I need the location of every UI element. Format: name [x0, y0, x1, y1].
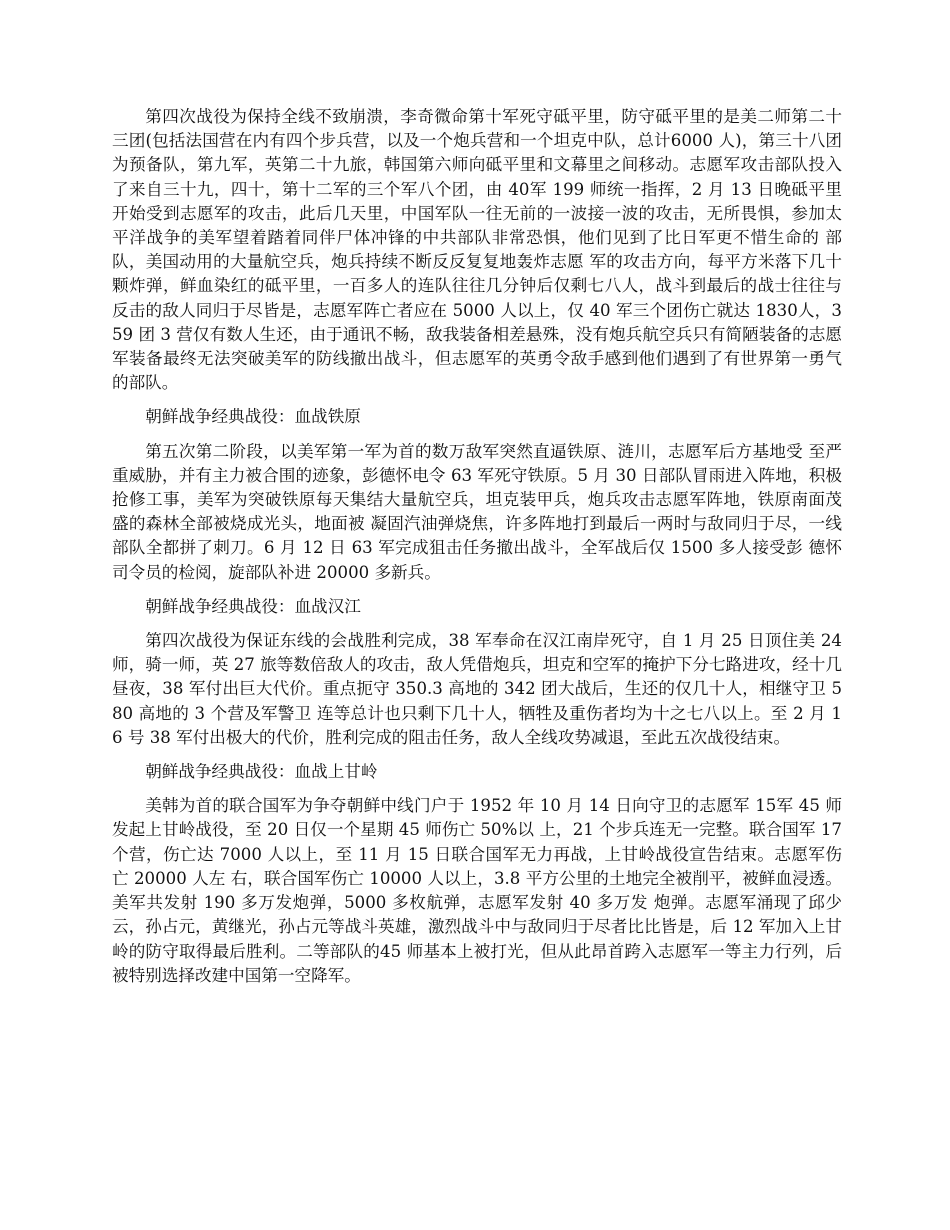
paragraph-gap — [112, 430, 842, 440]
paragraph-shangganling: 美韩为首的联合国军为争夺朝鲜中线门户于 1952 年 10 月 14 日向守卫的志愿军 15军 45 师发起上甘岭战役，至 20 日仅一个星期 45 师伤亡 50%以 上，21 个步兵连无一完整。联合国军 17 个营，伤亡达 7000 人以上，至 11 月 15 日联合国军无力再战，上甘岭战役宣告结束。志愿军伤亡 20000 人左 右，联合国军伤亡 10000 人以上，3.8 平方公里的土地完全被削平，被鲜血浸透。美军共发射 190 多万发炮弹，5000 多枚航弹，志愿军发射 40 多万发 炮弹。志愿军涌现了邱少云，孙占元，黄继光，孙占元等战斗英雄，激烈战斗中与敌同归于尽者比比皆是，后 12 军加入上甘岭的防守取得最后胜利。二等部队的45 师基本上被打光，但从此昂首跨入志愿军一等主力行列，后被特别选择改建中国第一空降军。 — [112, 796, 842, 985]
paragraph-gap — [112, 395, 842, 405]
paragraph-gap — [112, 784, 842, 794]
document-page — [112, 105, 842, 988]
paragraph-hanjiang: 第四次战役为保证东线的会战胜利完成，38 军奉命在汉江南岸死守，自 1 月 25 日顶住美 24 师，骑一师，英 27 旅等数倍敌人的攻击，敌人凭借炮兵，坦克和空军的掩护下分七路进攻，经十几昼夜，38 军付出巨大代价。重点扼守 350.3 高地的 342 团大战后，生还的仅几十人，相继守卫 580 高地的 3 个营及军警卫 连等总计也只剩下几十人，牺牲及重伤者均为十之七八以上。至 2 月 16 号 38 军付出极大的代价，胜利完成的阻击任务，敌人全线攻势减退，至此五次战役结束。 — [112, 631, 842, 747]
heading-shangganling: 朝鲜战争经典战役：血战上甘岭 — [145, 762, 378, 782]
paragraph-gap — [112, 619, 842, 629]
paragraph-gap — [112, 750, 842, 760]
paragraph-dipingli: 第四次战役为保持全线不致崩溃，李奇微命第十军死守砥平里，防守砥平里的是美二师第二十三团(包括法国营在内有四个步兵营，以及一个炮兵营和一个坦克中队，总计6000 人)，第三十八团为预备队，第九军，英第二十九旅，韩国第六师向砥平里和文幕里之间移动。志愿军攻击部队投入了来自三十九，四十，第十二军的三个军八个团，由 40军 199 师统一指挥，2 月 13 日晚砥平里开始受到志愿军的攻击，此后几天里，中国军队一往无前的一波接一波的攻击，无所畏惧，参加太平洋战争的美军望着踏着同伴尸体冲锋的中共部队非常恐惧，他们见到了比日军更不惜生命的 部队，美国动用的大量航空兵，炮兵持续不断反反复复地轰炸志愿 军的攻击方向，每平方米落下几十颗炸弹，鲜血染红的砥平里，一百多人的连队往往几分钟后仅剩七八人，战斗到最后的战士往往与反击的敌人同归于尽皆是，志愿军阵亡者应在 5000 人以上，仅 40 军三个团伤亡就达 1830人，359 团 3 营仅有数人生还，由于通讯不畅，敌我装备相差悬殊，没有炮兵航空兵只有简陋装备的志愿军装备最终无法突破美军的防线撤出战斗，但志愿军的英勇令敌手感到他们遇到了有世界第一勇气的部队。 — [112, 107, 842, 393]
heading-tieyuan: 朝鲜战争经典战役：血战铁原 — [145, 407, 361, 427]
paragraph-tieyuan: 第五次第二阶段，以美军第一军为首的数万敌军突然直逼铁原、涟川，志愿军后方基地受 至严重威胁，并有主力被合围的迹象，彭德怀电令 63 军死守铁原。5 月 30 日部队冒雨进入阵地，积极抢修工事，美军为突破铁原每天集结大量航空兵，坦克装甲兵，炮兵攻击志愿军阵地，铁原南面茂盛的森林全部被烧成光头，地面被 凝固汽油弹烧焦，许多阵地打到最后一两时与敌同归于尽，一线部队全都拼了刺刀。6 月 12 日 63 军完成狙击任务撤出战斗，全军战后仅 1500 多人接受彭 德怀司令员的检阅，旋部队补进 20000 多新兵。 — [112, 441, 842, 582]
heading-hanjiang: 朝鲜战争经典战役：血战汉江 — [145, 596, 361, 616]
paragraph-gap — [112, 585, 842, 595]
